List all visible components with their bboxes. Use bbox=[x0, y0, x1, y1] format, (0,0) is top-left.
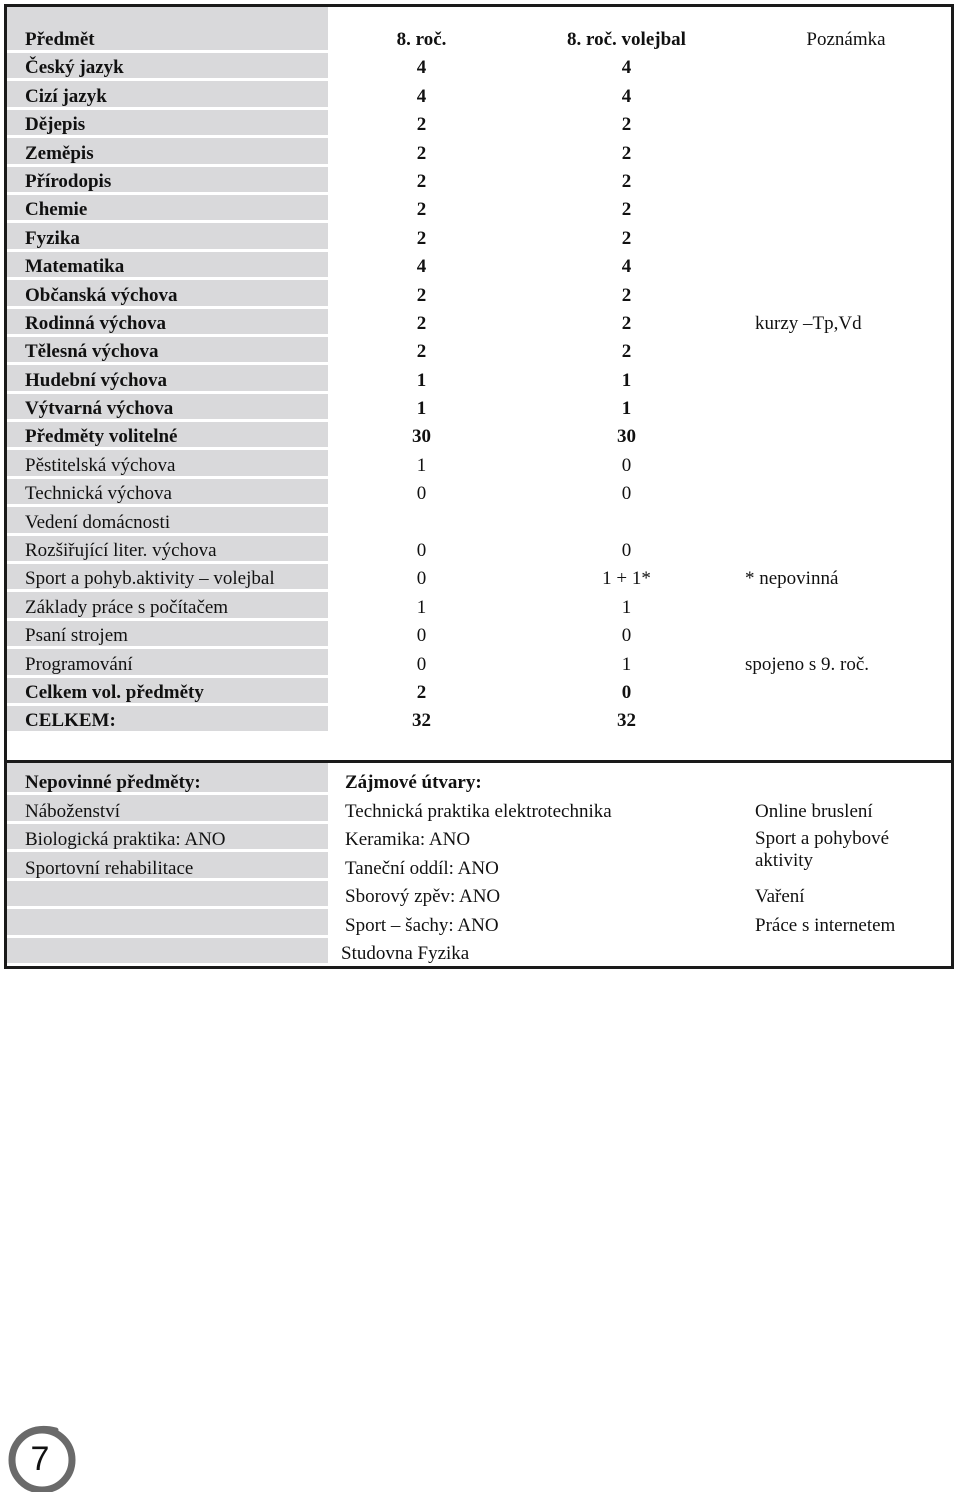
grade-8-volleyball-cell: 2 bbox=[519, 167, 741, 195]
grade-8-cell: 2 bbox=[331, 167, 519, 195]
subject-cell: Celkem vol. předměty bbox=[7, 678, 331, 706]
table-row bbox=[7, 394, 951, 422]
grade-8-cell bbox=[331, 507, 519, 535]
note-cell bbox=[741, 507, 951, 535]
note-cell bbox=[741, 195, 951, 223]
grade-8-cell: 0 bbox=[331, 536, 519, 564]
subject-cell: Předměty volitelné bbox=[7, 422, 331, 450]
interest-group-cell: Sborový zpěv: ANO bbox=[331, 881, 741, 910]
list-item bbox=[7, 881, 951, 910]
grade-8-cell: 2 bbox=[331, 110, 519, 138]
table-row bbox=[7, 280, 951, 308]
note-cell bbox=[741, 365, 951, 393]
table-row bbox=[7, 81, 951, 109]
table-row bbox=[7, 167, 951, 195]
subject-cell: Český jazyk bbox=[7, 53, 331, 81]
table-row bbox=[7, 678, 951, 706]
optional-subject-cell bbox=[7, 909, 331, 938]
note-cell bbox=[741, 592, 951, 620]
grade-8-cell: 0 bbox=[331, 621, 519, 649]
header-grade-8: 8. roč. bbox=[331, 7, 519, 53]
subject-cell: Dějepis bbox=[7, 110, 331, 138]
optional-subject-cell: Sportovní rehabilitace bbox=[7, 852, 331, 881]
note-cell: * nepovinná bbox=[741, 564, 951, 592]
grade-8-volleyball-cell: 0 bbox=[519, 479, 741, 507]
grade-8-volleyball-cell: 0 bbox=[519, 536, 741, 564]
note-cell bbox=[741, 678, 951, 706]
optional-activities-table bbox=[7, 763, 951, 966]
grade-8-volleyball-cell: 0 bbox=[519, 450, 741, 478]
interest-group-cell: Keramika: ANO bbox=[331, 824, 741, 853]
subject-cell: Přírodopis bbox=[7, 167, 331, 195]
grade-8-volleyball-cell: 2 bbox=[519, 280, 741, 308]
subject-cell: Základy práce s počítačem bbox=[7, 592, 331, 620]
note-cell bbox=[741, 280, 951, 308]
interest-groups-heading-extra bbox=[741, 763, 951, 795]
table-row bbox=[7, 365, 951, 393]
table-row bbox=[7, 564, 951, 592]
interest-group-cell: Technická praktika elektrotechnika bbox=[331, 795, 741, 824]
note-cell bbox=[741, 394, 951, 422]
subject-cell: Vedení domácnosti bbox=[7, 507, 331, 535]
grade-8-cell: 0 bbox=[331, 649, 519, 677]
grade-8-volleyball-cell: 2 bbox=[519, 223, 741, 251]
table-row bbox=[7, 223, 951, 251]
grade-8-cell: 30 bbox=[331, 422, 519, 450]
header-note: Poznámka bbox=[741, 7, 951, 53]
header-subject: Předmět bbox=[7, 7, 331, 53]
subject-cell: Matematika bbox=[7, 252, 331, 280]
optional-subject-cell: Biologická praktika: ANO bbox=[7, 824, 331, 853]
interest-group-extra-cell: Online bruslení bbox=[741, 795, 951, 824]
interest-group-extra-cell: Vaření bbox=[741, 881, 951, 910]
table-row bbox=[7, 337, 951, 365]
optional-subject-cell: Náboženství bbox=[7, 795, 331, 824]
subject-cell: Pěstitelská výchova bbox=[7, 450, 331, 478]
grade-8-volleyball-cell: 2 bbox=[519, 110, 741, 138]
grade-8-cell: 1 bbox=[331, 394, 519, 422]
table-row bbox=[7, 53, 951, 81]
note-cell bbox=[741, 479, 951, 507]
grade-8-volleyball-cell: 0 bbox=[519, 678, 741, 706]
table-row bbox=[7, 536, 951, 564]
grade-8-volleyball-cell: 32 bbox=[519, 706, 741, 734]
note-cell bbox=[741, 536, 951, 564]
header-grade-8-volleyball: 8. roč. volejbal bbox=[519, 7, 741, 53]
table-row bbox=[7, 507, 951, 535]
grade-8-volleyball-cell: 4 bbox=[519, 252, 741, 280]
grade-8-volleyball-cell: 4 bbox=[519, 53, 741, 81]
list-item bbox=[7, 938, 951, 967]
table-row bbox=[7, 195, 951, 223]
interest-group-cell: Studovna Fyzika bbox=[331, 938, 741, 967]
table-row bbox=[7, 110, 951, 138]
table-header-row bbox=[7, 7, 951, 53]
subject-cell: Technická výchova bbox=[7, 479, 331, 507]
grade-8-volleyball-cell: 1 bbox=[519, 649, 741, 677]
subject-cell: Chemie bbox=[7, 195, 331, 223]
table-row bbox=[7, 422, 951, 450]
grade-8-volleyball-cell: 2 bbox=[519, 337, 741, 365]
grade-8-volleyball-cell: 1 + 1* bbox=[519, 564, 741, 592]
note-cell bbox=[741, 422, 951, 450]
interest-group-extra-cell: Práce s internetem bbox=[741, 909, 951, 938]
subjects-table bbox=[7, 7, 951, 734]
grade-8-cell: 2 bbox=[331, 337, 519, 365]
grade-8-cell: 4 bbox=[331, 81, 519, 109]
note-cell: spojeno s 9. roč. bbox=[741, 649, 951, 677]
grade-8-cell: 2 bbox=[331, 309, 519, 337]
table-row bbox=[7, 450, 951, 478]
note-cell bbox=[741, 706, 951, 734]
grade-8-cell: 1 bbox=[331, 365, 519, 393]
note-cell bbox=[741, 450, 951, 478]
optional-subject-cell bbox=[7, 881, 331, 910]
grade-8-volleyball-cell: 30 bbox=[519, 422, 741, 450]
interest-group-cell: Taneční oddíl: ANO bbox=[331, 852, 741, 881]
table-row bbox=[7, 479, 951, 507]
note-cell: kurzy –Tp,Vd bbox=[741, 309, 951, 337]
table-row bbox=[7, 706, 951, 734]
table-row bbox=[7, 138, 951, 166]
grade-8-cell: 1 bbox=[331, 592, 519, 620]
grade-8-cell: 2 bbox=[331, 223, 519, 251]
grade-8-volleyball-cell: 1 bbox=[519, 365, 741, 393]
subject-cell: Programování bbox=[7, 649, 331, 677]
grade-8-cell: 4 bbox=[331, 252, 519, 280]
subject-cell: Hudební výchova bbox=[7, 365, 331, 393]
list-item bbox=[7, 824, 951, 853]
grade-8-cell: 2 bbox=[331, 678, 519, 706]
note-cell bbox=[741, 53, 951, 81]
interest-groups-heading: Zájmové útvary: bbox=[331, 763, 741, 795]
optional-header-row bbox=[7, 763, 951, 795]
grade-8-volleyball-cell: 1 bbox=[519, 394, 741, 422]
grade-8-volleyball-cell: 0 bbox=[519, 621, 741, 649]
grade-8-volleyball-cell: 2 bbox=[519, 309, 741, 337]
table-row bbox=[7, 592, 951, 620]
list-item bbox=[7, 795, 951, 824]
grade-8-cell: 2 bbox=[331, 280, 519, 308]
subject-cell: Zeměpis bbox=[7, 138, 331, 166]
grade-8-volleyball-cell: 4 bbox=[519, 81, 741, 109]
interest-group-extra-cell bbox=[741, 938, 951, 967]
grade-8-volleyball-cell: 2 bbox=[519, 138, 741, 166]
table-row bbox=[7, 621, 951, 649]
table-row bbox=[7, 649, 951, 677]
section-divider bbox=[7, 734, 951, 763]
subject-cell: Rodinná výchova bbox=[7, 309, 331, 337]
optional-subjects-heading: Nepovinné předměty: bbox=[7, 763, 331, 795]
grade-8-cell: 2 bbox=[331, 138, 519, 166]
page-number: 7 bbox=[30, 1440, 50, 1478]
table-row bbox=[7, 252, 951, 280]
list-item bbox=[7, 909, 951, 938]
subject-cell: Rozšiřující liter. výchova bbox=[7, 536, 331, 564]
subject-cell: Fyzika bbox=[7, 223, 331, 251]
grade-8-volleyball-cell: 2 bbox=[519, 195, 741, 223]
subject-cell: Výtvarná výchova bbox=[7, 394, 331, 422]
subject-cell: Občanská výchova bbox=[7, 280, 331, 308]
note-cell bbox=[741, 621, 951, 649]
grade-8-cell: 0 bbox=[331, 479, 519, 507]
subject-cell: Sport a pohyb.aktivity – volejbal bbox=[7, 564, 331, 592]
interest-group-extra-cell: Sport a pohybové aktivity bbox=[741, 824, 951, 881]
subject-cell: Cizí jazyk bbox=[7, 81, 331, 109]
subject-cell: CELKEM: bbox=[7, 706, 331, 734]
grade-8-cell: 32 bbox=[331, 706, 519, 734]
grade-8-volleyball-cell bbox=[519, 507, 741, 535]
subject-cell: Tělesná výchova bbox=[7, 337, 331, 365]
grade-8-cell: 2 bbox=[331, 195, 519, 223]
note-cell bbox=[741, 223, 951, 251]
optional-subject-cell bbox=[7, 938, 331, 967]
table-row bbox=[7, 309, 951, 337]
grade-8-cell: 0 bbox=[331, 564, 519, 592]
subject-cell: Psaní strojem bbox=[7, 621, 331, 649]
grade-8-cell: 1 bbox=[331, 450, 519, 478]
note-cell bbox=[741, 167, 951, 195]
note-cell bbox=[741, 81, 951, 109]
interest-group-cell: Sport – šachy: ANO bbox=[331, 909, 741, 938]
grade-8-cell: 4 bbox=[331, 53, 519, 81]
note-cell bbox=[741, 110, 951, 138]
note-cell bbox=[741, 252, 951, 280]
note-cell bbox=[741, 337, 951, 365]
note-cell bbox=[741, 138, 951, 166]
curriculum-sheet bbox=[4, 4, 954, 969]
grade-8-volleyball-cell: 1 bbox=[519, 592, 741, 620]
